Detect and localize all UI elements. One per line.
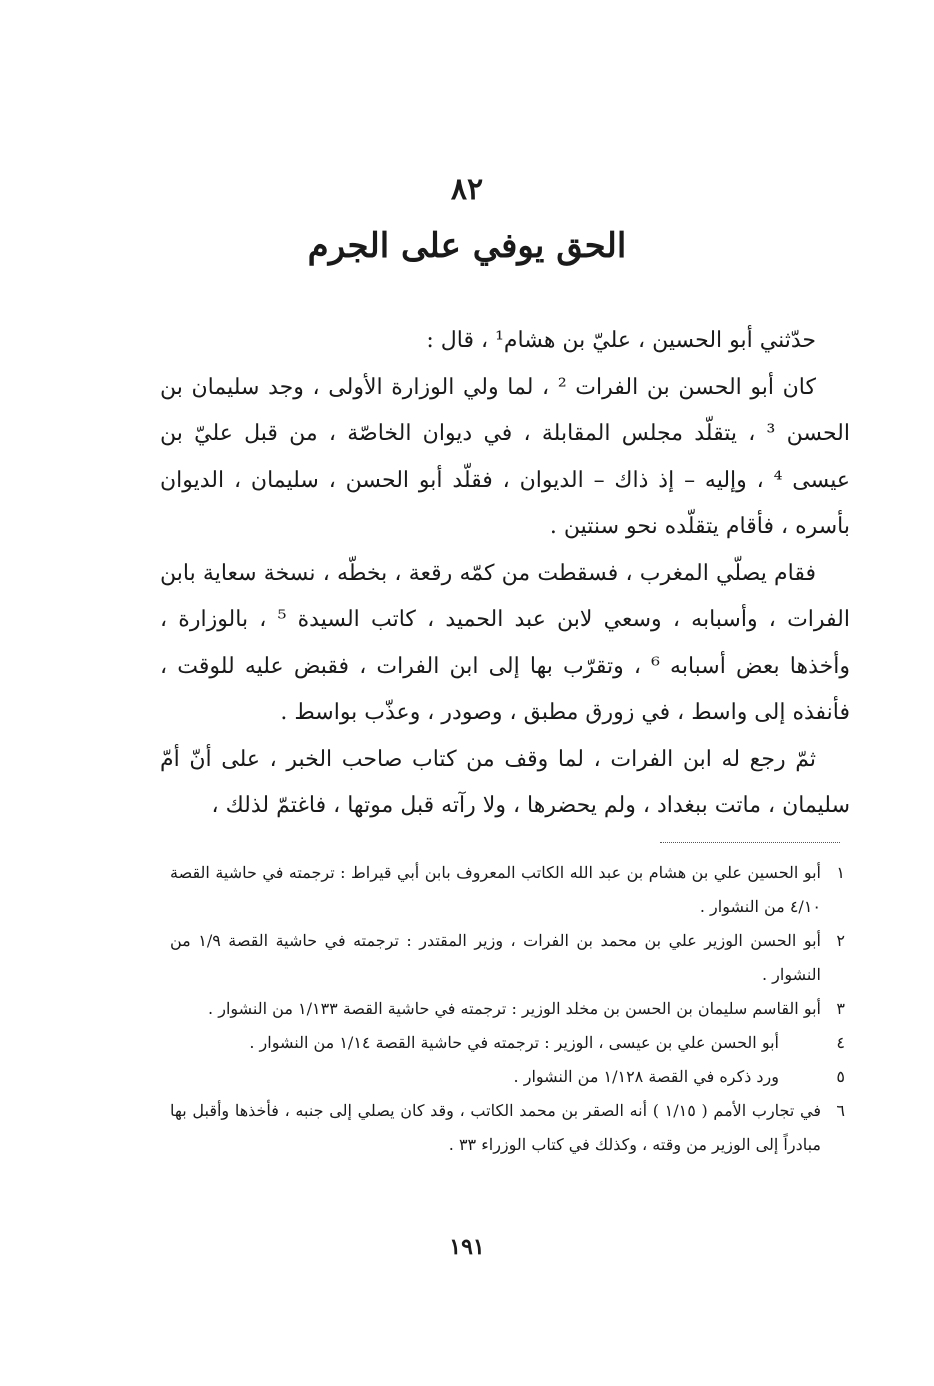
footnote-3 — [170, 992, 845, 1026]
footnote-4 — [170, 1026, 845, 1060]
footnote-text: أبو الحسن الوزير علي بن محمد بن الفرات ، وزير المقتدر : ترجمته في حاشية القصة ١/٩ من النشوار . — [170, 931, 821, 984]
body-text — [160, 318, 850, 830]
footnote-1 — [170, 856, 845, 924]
footnote-number: ١ — [836, 863, 845, 882]
footnote-separator — [660, 842, 840, 843]
paragraph-4: ثمّ رجع له ابن الفرات ، لما وقف من كتاب صاحب الخبر ، على أنّ أمّ سليمان ، ماتت ببغداد ، ولم يحضرها ، ولا رآته قبل موتها ، فاغتمّ لذلك ، — [160, 746, 850, 818]
footnote-text: أبو الحسين علي بن هشام بن عبد الله الكاتب المعروف بابن أبي قيراط : ترجمته في حاشية القصة ٤/١٠ من النشوار . — [170, 863, 821, 916]
footnote-text: في تجارب الأمم ( ١/١٥ ) أنه الصقر بن محمد الكاتب ، وقد كان يصلي إلى جنبه ، فأخذها وأقبل بها مبادراً إلى الوزير من وقته ، وكذلك في كتاب الوزراء ٣٣ . — [170, 1101, 821, 1154]
footnote-6 — [170, 1094, 845, 1162]
footnote-text: أبو الحسن علي بن عيسى ، الوزير : ترجمته في حاشية القصة ١/١٤ من النشوار . — [249, 1033, 779, 1052]
footnote-number: ٦ — [836, 1101, 845, 1120]
story-number: ٨٢ — [450, 172, 484, 207]
footnote-number: ٥ — [836, 1067, 845, 1086]
footnote-number: ٤ — [836, 1033, 845, 1052]
paragraph-1: حدّثني أبو الحسين ، عليّ بن هشام¹ ، قال : — [426, 328, 816, 353]
paragraph-2: كان أبو الحسن بن الفرات ² ، لما ولي الوزارة الأولى ، وجد سليمان بن الحسن ³ ، يتقلّد مجلس المقابلة ، في ديوان الخاصّة ، من قبل عليّ بن عيسى ⁴ ، وإليه – إذ ذاك – الديوان ، فقلّد أبو الحسن ، سليمان ، الديوان بأسره ، فأقام يتقلّده نحو سنتين . — [160, 374, 850, 539]
footnote-2 — [170, 924, 845, 992]
footnote-5 — [170, 1060, 845, 1094]
footnote-number: ٣ — [836, 999, 845, 1018]
footnote-number: ٢ — [836, 931, 845, 950]
footnote-text: أبو القاسم سليمان بن الحسن بن مخلد الوزير : ترجمته في حاشية القصة ١/١٣٣ من النشوار . — [208, 999, 821, 1018]
footnotes — [170, 856, 845, 1162]
story-title: الحق يوفي على الجرم — [307, 226, 627, 266]
paragraph-3: فقام يصلّي المغرب ، فسقطت من كمّه رقعة ، بخطّه ، نسخة سعاية بابن الفرات ، وأسبابه ، وسعي لابن عبد الحميد ، كاتب السيدة ⁵ ، بالوزارة ، وأخذها بعض أسبابه ⁶ ، وتقرّب بها إلى ابن الفرات ، فقبض عليه للوقت ، فأنفذه إلى واسط ، في زورق مطبق ، وصودر ، وعذّب بواسط . — [160, 560, 850, 725]
footnote-text: ورد ذكره في القصة ١/١٢٨ من النشوار . — [513, 1067, 779, 1086]
page-number: ١٩١ — [449, 1234, 485, 1260]
